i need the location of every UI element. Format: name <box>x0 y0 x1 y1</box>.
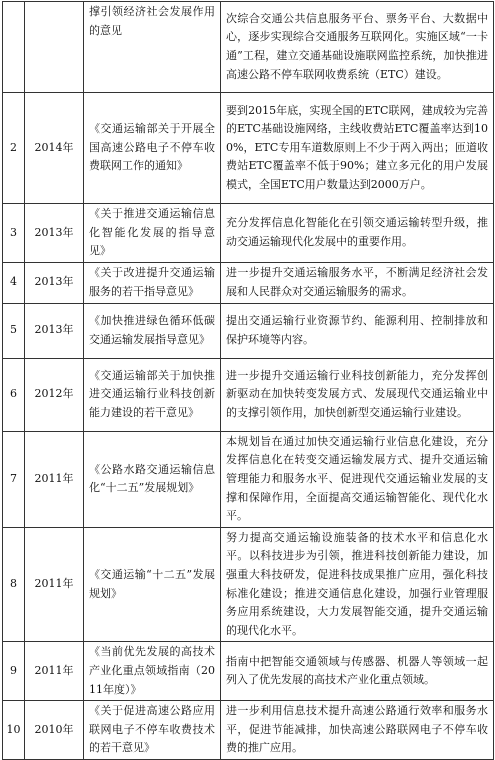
row-number: 6 <box>3 358 25 431</box>
table-row <box>3 358 494 431</box>
row-policy-title: 撑引领经济社会发展作用的意见 <box>84 2 221 93</box>
row-number: 7 <box>3 431 25 527</box>
row-policy-content: 本规划旨在通过加快交通运输行业信息化建设，充分发挥信息化在转变交通运输发展方式、提升交通运输管理能力和服务水平、促进现代交通运输业发展的支撑和保障作用，全面提高交通运输智能化、现代化水平。 <box>221 431 494 527</box>
row-policy-content: 进一步提升交通运输服务水平，不断满足经济社会发展和人民群众对交通运输服务的需求。 <box>221 262 494 303</box>
table-row <box>3 204 494 263</box>
table-row <box>3 431 494 527</box>
table-row <box>3 642 494 701</box>
row-year: 2013年 <box>25 262 84 303</box>
row-number <box>3 2 25 93</box>
table-row <box>3 93 494 204</box>
policy-table <box>2 1 494 760</box>
row-policy-content: 努力提高交通运输设施装备的技术水平和信息化水平。以科技进步为引领，推进科技创新能力建设，加强重大科技研发，促进科技成果推广应用，强化科技标准化建设；推进交通信息化建设，加强行业管理服务应用系统建设，大力发展智能交通，提升交通运输的现代化水平。 <box>221 527 494 642</box>
row-policy-content: 充分发挥信息化智能化在引领交通运输转型升级，推动交通运输现代化发展中的重要作用。 <box>221 204 494 263</box>
row-policy-content: 进一步利用信息技术提升高速公路通行效率和服务水平，促进节能减排，加快高速公路联网电子不停车收费的推广应用。 <box>221 701 494 760</box>
row-policy-content: 次综合交通公共信息服务平台、票务平台、大数据中心，逐步实现综合交通服务互联网化。实施区域“一卡通”工程，建立交通基础设施联网监控系统，加快推进高速公路不停车联网收费系统（ETC）建设。 <box>221 2 494 93</box>
row-number: 2 <box>3 93 25 204</box>
row-policy-title: 《交通运输“十二五”发展规划》 <box>84 527 221 642</box>
row-year: 2014年 <box>25 93 84 204</box>
row-policy-title: 《关于促进高速公路应用联网电子不停车收费技术的若干意见》 <box>84 701 221 760</box>
row-number: 5 <box>3 303 25 358</box>
row-number: 3 <box>3 204 25 263</box>
row-policy-title: 《关于改进提升交通运输服务的若干指导意见》 <box>84 262 221 303</box>
row-policy-title: 《当前优先发展的高技术产业化重点领域指南（2011年度）》 <box>84 642 221 701</box>
row-number: 8 <box>3 527 25 642</box>
row-number: 10 <box>3 701 25 760</box>
row-policy-title: 《公路水路交通运输信息化“十二五”发展规划》 <box>84 431 221 527</box>
row-year: 2011年 <box>25 642 84 701</box>
row-year: 2013年 <box>25 204 84 263</box>
row-policy-content: 进一步提升交通运输行业科技创新能力，充分发挥创新驱动在加快转变发展方式、发展现代交通运输业中的支撑引领作用，加快创新型交通运输行业建设。 <box>221 358 494 431</box>
row-year: 2011年 <box>25 431 84 527</box>
row-policy-content: 要到2015年底，实现全国的ETC联网，建成较为完善的ETC基础设施网络，主线收费站ETC覆盖率达到100%，ETC专用车道数原则上不少于两入两出；匝道收费站ETC覆盖率不低于90%；建立多元化的用户发展模式，全国ETC用户数量达到2000万户。 <box>221 93 494 204</box>
row-year: 2013年 <box>25 303 84 358</box>
row-policy-content: 指南中把智能交通领域与传感器、机器人等领域一起列入了优先发展的高技术产业化重点领域。 <box>221 642 494 701</box>
row-year: 2011年 <box>25 527 84 642</box>
row-year: 2012年 <box>25 358 84 431</box>
row-year: 2010年 <box>25 701 84 760</box>
row-policy-title: 《关于推进交通运输信息化智能化发展的指导意见》 <box>84 204 221 263</box>
row-year <box>25 2 84 93</box>
table-row <box>3 303 494 358</box>
table-row <box>3 527 494 642</box>
table-row <box>3 701 494 760</box>
table-row <box>3 2 494 93</box>
row-policy-content: 提出交通运输行业资源节约、能源利用、控制排放和保护环境等内容。 <box>221 303 494 358</box>
row-number: 4 <box>3 262 25 303</box>
row-policy-title: 《交通运输部关于加快推进交通运输行业科技创新能力建设的若干意见》 <box>84 358 221 431</box>
row-policy-title: 《交通运输部关于开展全国高速公路电子不停车收费联网工作的通知》 <box>84 93 221 204</box>
table-row <box>3 262 494 303</box>
row-number: 9 <box>3 642 25 701</box>
row-policy-title: 《加快推进绿色循环低碳交通运输发展指导意见》 <box>84 303 221 358</box>
